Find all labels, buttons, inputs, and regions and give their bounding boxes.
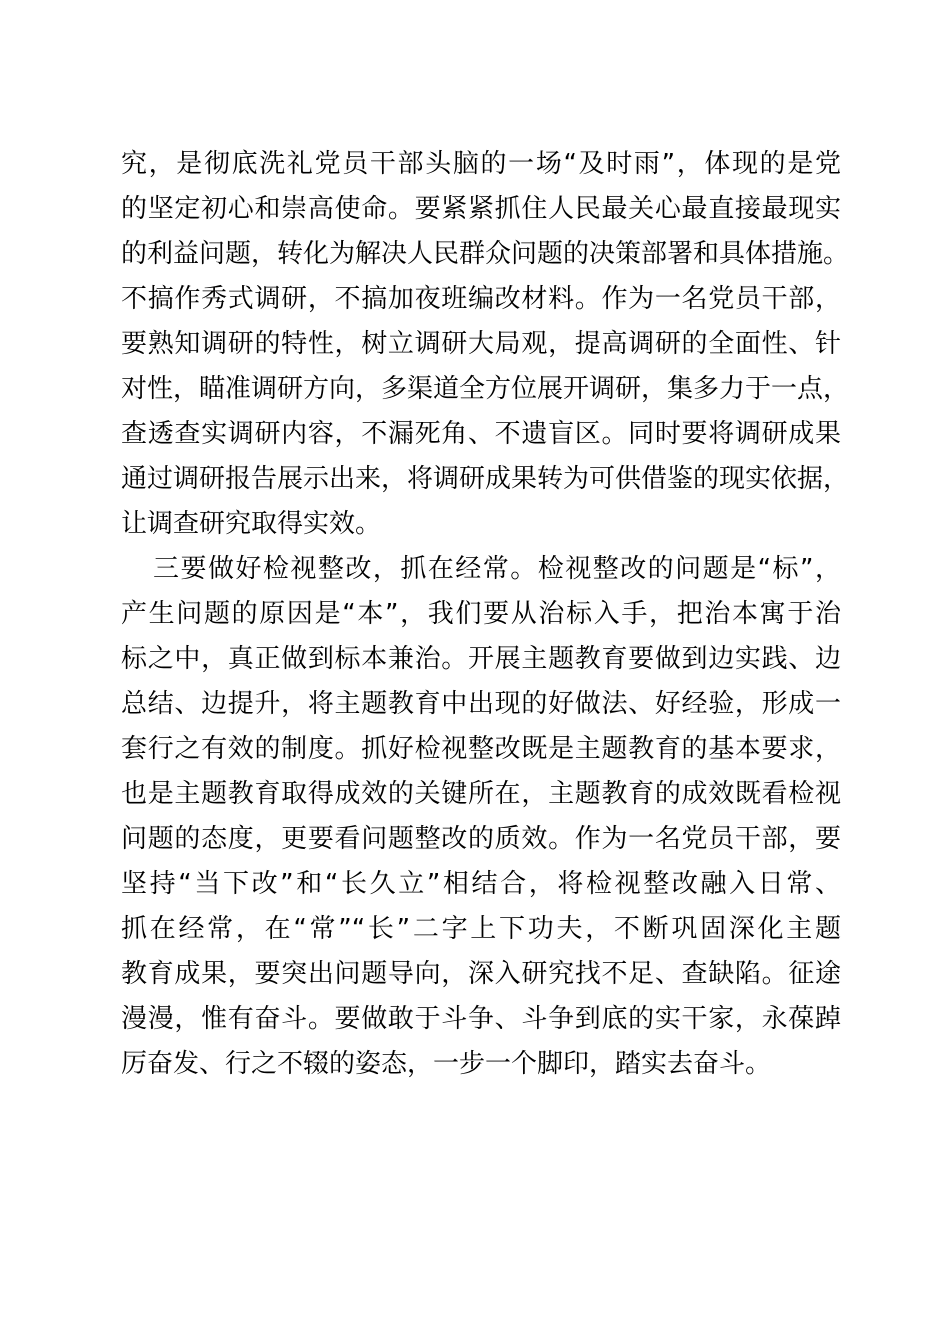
text-line: 通过调研报告展示出来，将调研成果转为可供借鉴的现实依据， — [121, 464, 850, 494]
text-line: 也是主题教育取得成效的关键所在，主题教育的成效既看检视 — [121, 779, 841, 809]
text-line: 的坚定初心和崇高使命。要紧紧抓住人民最关心最直接最现实 — [121, 194, 841, 224]
text-line: 让调查研究取得实效。 — [121, 509, 382, 539]
document-body — [121, 142, 850, 1087]
paragraph-1 — [121, 142, 850, 547]
text-line: 漫漫，惟有奋斗。要做敢于斗争、斗争到底的实干家，永葆踔 — [121, 1004, 841, 1034]
text-line: 问题的态度，更要看问题整改的质效。作为一名党员干部，要 — [121, 824, 841, 854]
text-line: 套行之有效的制度。抓好检视整改既是主题教育的基本要求， — [121, 734, 841, 764]
text-line: 要熟知调研的特性，树立调研大局观，提高调研的全面性、针 — [121, 329, 841, 359]
text-line: 不搞作秀式调研，不搞加夜班编改材料。作为一名党员干部， — [121, 284, 841, 314]
text-line: 抓在经常，在“常”“长”二字上下功夫，不断巩固深化主题 — [121, 914, 841, 944]
text-line: 标之中，真正做到标本兼治。开展主题教育要做到边实践、边 — [121, 644, 841, 674]
text-line: 教育成果，要突出问题导向，深入研究找不足、查缺陷。征途 — [121, 959, 841, 989]
text-line: 三要做好检视整改，抓在经常。检视整改的问题是“标”， — [153, 554, 841, 584]
text-line: 对性，瞄准调研方向，多渠道全方位展开调研，集多力于一点， — [121, 374, 850, 404]
text-line: 的利益问题，转化为解决人民群众问题的决策部署和具体措施。 — [121, 239, 850, 269]
paragraph-2 — [121, 547, 841, 1087]
text-line: 究，是彻底洗礼党员干部头脑的一场“及时雨”，体现的是党 — [121, 149, 841, 179]
text-line: 坚持“当下改”和“长久立”相结合，将检视整改融入日常、 — [121, 869, 841, 899]
text-line: 查透查实调研内容，不漏死角、不遗盲区。同时要将调研成果 — [121, 419, 841, 449]
text-line: 产生问题的原因是“本”，我们要从治标入手，把治本寓于治 — [121, 599, 841, 629]
text-line: 总结、边提升，将主题教育中出现的好做法、好经验，形成一 — [121, 689, 841, 719]
text-line: 厉奋发、行之不辍的姿态，一步一个脚印，踏实去奋斗。 — [121, 1049, 772, 1079]
